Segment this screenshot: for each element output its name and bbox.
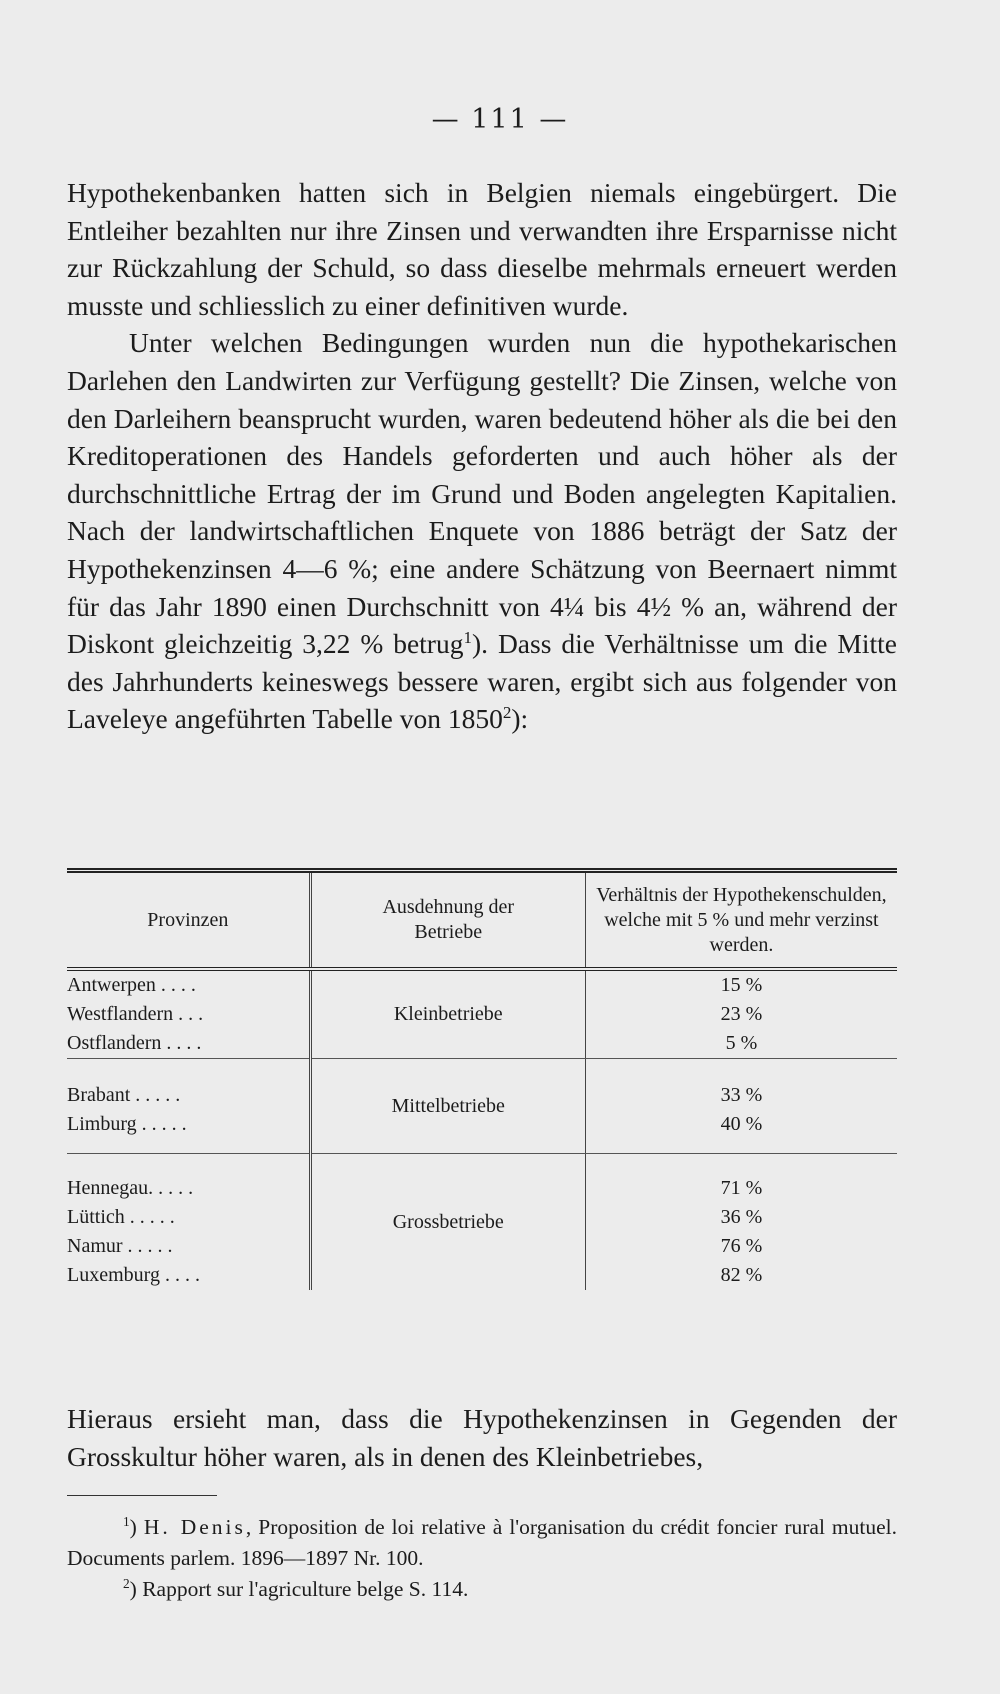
footnote-ref-2[interactable]: 2: [502, 703, 512, 723]
province-name: Namur . . . . .: [67, 1235, 173, 1257]
percent-list: [585, 1059, 897, 1154]
percent-value: 23 %: [720, 1003, 763, 1025]
percent-value: 15 %: [720, 974, 763, 996]
betriebe-size: Kleinbetriebe: [310, 969, 585, 1059]
province-list: [67, 969, 310, 1059]
percent-value: 5 %: [725, 1032, 758, 1054]
percent-value: 82 %: [720, 1264, 763, 1286]
page-number: — 111 —: [431, 104, 569, 135]
paragraph-2-text: Unter welchen Bedingungen wurden nun die hypothekarischen Darlehen den Landwirten zur Verfügung gestellt? Die Zinsen, welche von den Darleihern beansprucht wurden, waren bedeutend höher als die bei den Kreditoperationen des Handels geforderten und auch höher als der durchschnittliche Ertrag der im Grund und Boden angelegten Kapitalien. Nach der landwirtschaftlichen Enquete von 1886 beträgt der Satz der Hypothekenzinsen 4—6 %; eine andere Schätzung von Beernaert nimmt für das Jahr 1890 einen Durchschnitt von 4¼ bis 4½ % an, während der Diskont gleichzeitig 3,22 % betrug: [67, 327, 897, 660]
footnote-divider: [67, 1495, 217, 1496]
header-provinzen: Provinzen: [67, 871, 310, 970]
betriebe-size: Mittelbetriebe: [310, 1059, 585, 1154]
provinces-table: [67, 868, 897, 1290]
paragraph-2-continuation: ). Dass die Verhältnisse um die Mitte des Jahrhunderts keineswegs bessere waren, ergibt sich aus folgender von Laveleye angeführten Tabelle von 1850: [67, 628, 897, 735]
percent-value: 40 %: [720, 1113, 763, 1135]
percent-list: [585, 1154, 897, 1291]
paragraph-1: Hypothekenbanken hatten sich in Belgien niemals eingebürgert. Die Entleiher bezahlten nur ihre Zinsen und verwandten ihre Ersparnisse nicht zur Rückzahlung der Schuld, so dass dieselbe mehrmals erneuert werden musste und schliesslich zu einer definitiven wurde.: [67, 177, 897, 321]
province-list: [67, 1154, 310, 1291]
province-list: [67, 1059, 310, 1154]
main-text: [67, 174, 897, 738]
header-verhaeltnis: Verhältnis der Hypothekenschulden, welche mit 5 % und mehr verzinst werden.: [585, 871, 897, 970]
group-mittelbetriebe: [67, 1059, 897, 1154]
paragraph-2: [67, 324, 897, 738]
table-row: [67, 1154, 897, 1291]
footnote-ref-1[interactable]: 1: [463, 627, 472, 647]
footnote-1-marker: 1: [123, 1513, 130, 1529]
province-name: Hennegau. . . . .: [67, 1177, 194, 1199]
province-name: Brabant . . . . .: [67, 1084, 181, 1106]
group-grossbetriebe: [67, 1154, 897, 1291]
province-name: Ostflandern . . . .: [67, 1032, 202, 1054]
paragraph-3: Hieraus ersieht man, dass die Hypothekenzinsen in Gegenden der Grosskultur höher waren, als in denen des Kleinbetriebes,: [67, 1403, 897, 1472]
table-row: [67, 969, 897, 1059]
percent-value: 71 %: [720, 1177, 763, 1199]
footnote-1-text: , Proposition de loi relative à l'organisation du crédit foncier rural mutuel. Documents parlem. 1896—1897 Nr. 100.: [67, 1515, 897, 1570]
footnote-2-marker: 2: [123, 1575, 130, 1591]
footnote-1-author: H. Denis: [143, 1515, 246, 1539]
table-header-row: [67, 871, 897, 970]
betriebe-size: Grossbetriebe: [310, 1154, 585, 1291]
province-name: Westflandern . . .: [67, 1003, 204, 1025]
footnotes: [67, 1512, 897, 1605]
province-name: Lüttich . . . . .: [67, 1206, 175, 1228]
percent-value: 76 %: [720, 1235, 763, 1257]
province-name: Limburg . . . . .: [67, 1113, 187, 1135]
footnote-2: $^2$) Rapport sur l'agriculture belge S. 114.: [123, 1575, 469, 1601]
footnote-2-text: Rapport sur l'agriculture belge S. 114.: [142, 1577, 469, 1601]
paragraph-2-end: ):: [511, 703, 529, 735]
percent-value: 33 %: [720, 1084, 763, 1106]
group-kleinbetriebe: [67, 969, 897, 1059]
province-name: Antwerpen . . . .: [67, 974, 196, 996]
header-ausdehnung: Ausdehnung der Betriebe: [310, 871, 585, 970]
province-name: Luxemburg . . . .: [67, 1264, 200, 1286]
table-row: [67, 1059, 897, 1154]
percent-list: [585, 969, 897, 1059]
percent-value: 36 %: [720, 1206, 763, 1228]
footnote-1: $^1$) H. Denis, Proposition de loi relative à l'organisation du crédit foncier rural mutuel. Documents parlem. 1896—1897 Nr. 100.: [67, 1513, 897, 1570]
text-after-table: [67, 1400, 897, 1475]
